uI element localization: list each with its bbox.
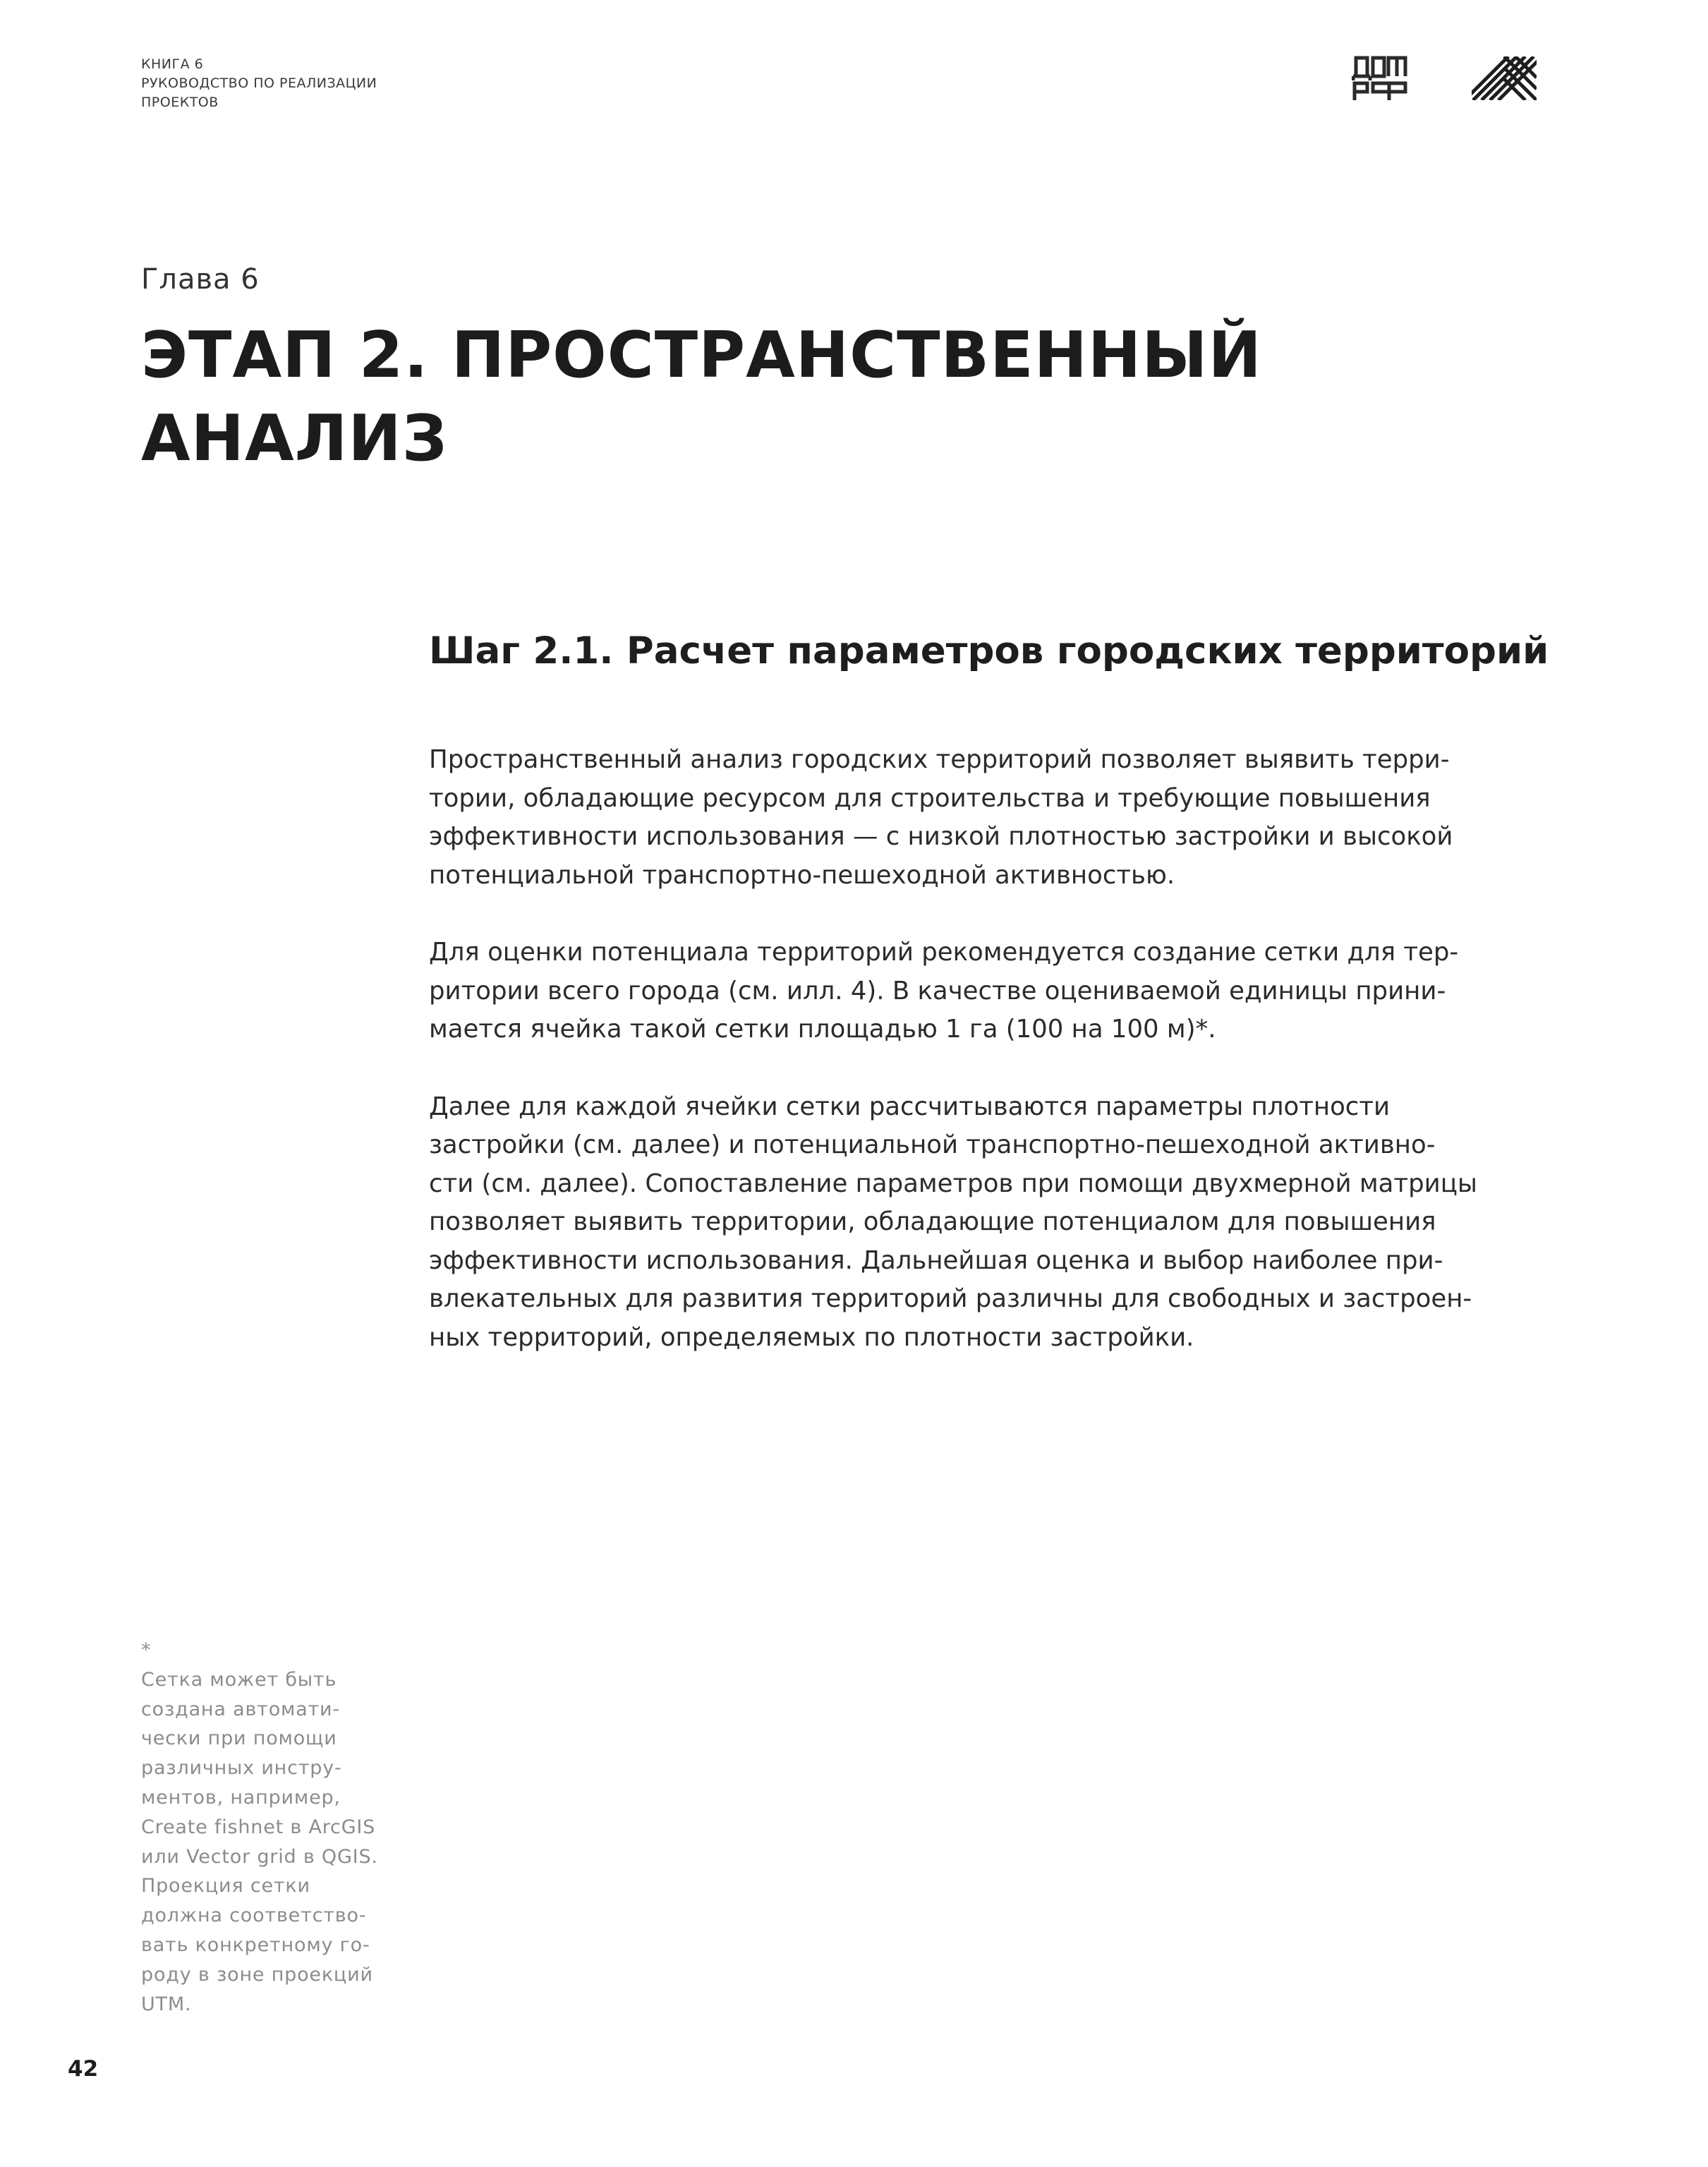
- paragraph: [429, 741, 1558, 895]
- text-line: позволяет выявить территории, обладающие потенциалом для повышения: [429, 1207, 1436, 1236]
- footnote: [141, 1636, 378, 2019]
- text-line: потенциальной транспортно-пешеходной активностью.: [429, 860, 1175, 890]
- chapter-title: [141, 314, 1262, 481]
- text-line: ных территорий, определяемых по плотности застройки.: [429, 1322, 1194, 1352]
- footnote-line: должна соответство-: [141, 1905, 367, 1927]
- footnote-line: или Vector grid в QGIS.: [141, 1845, 378, 1868]
- footnote-line: Проекция сетки: [141, 1875, 310, 1897]
- text-line: влекательных для развития территорий различны для свободных и застроен-: [429, 1284, 1472, 1313]
- text-line: эффективности использования. Дальнейшая оценка и выбор наиболее при-: [429, 1245, 1443, 1275]
- text-line: эффективности использования — с низкой плотностью застройки и высокой: [429, 822, 1453, 851]
- footnote-line: UTM.: [141, 1993, 192, 2015]
- paragraph: [429, 934, 1558, 1049]
- text-line: сти (см. далее). Сопоставление параметров при помощи двухмерной матрицы: [429, 1169, 1477, 1198]
- footnote-line: ментов, например,: [141, 1786, 341, 1809]
- footnote-line: Сетка может быть: [141, 1668, 337, 1691]
- page-number: 42: [68, 2056, 99, 2082]
- book-label: [141, 55, 377, 112]
- text-line: Для оценки потенциала территорий рекомендуется создание сетки для тер-: [429, 938, 1459, 967]
- text-line: ритории всего города (см. илл. 4). В качестве оцениваемой единицы прини-: [429, 976, 1446, 1006]
- footnote-line: Create fishnet в ArcGIS: [141, 1816, 376, 1838]
- footnote-line: различных инстру-: [141, 1757, 342, 1780]
- footnote-line: вать конкретному го-: [141, 1933, 370, 1956]
- text-line: застройки (см. далее) и потенциальной транспортно-пешеходной активно-: [429, 1130, 1436, 1159]
- chapter-title-line: ЭТАП 2. ПРОСТРАНСТВЕННЫЙ: [141, 318, 1262, 392]
- paragraph: [429, 1088, 1558, 1358]
- footnote-line: создана автомати-: [141, 1698, 340, 1720]
- text-line: Далее для каждой ячейки сетки рассчитываются параметры плотности: [429, 1092, 1391, 1121]
- text-line: тории, обладающие ресурсом для строительства и требующие повышения: [429, 783, 1431, 813]
- chapter-title-line: АНАЛИЗ: [141, 402, 448, 476]
- footnote-line: чески при помощи: [141, 1727, 337, 1750]
- book-label-line: КНИГА 6: [141, 56, 204, 72]
- dom-rf-logo-icon: [1352, 55, 1408, 102]
- text-line: Пространственный анализ городских территорий позволяет выявить терри-: [429, 745, 1450, 774]
- body-text: [429, 741, 1558, 1396]
- book-label-line: ПРОЕКТОВ: [141, 95, 219, 110]
- text-line: мается ячейка такой сетки площадью 1 га (100 на 100 м)*.: [429, 1015, 1216, 1044]
- chapter-label: Глава 6: [141, 263, 260, 296]
- book-label-line: РУКОВОДСТВО ПО РЕАЛИЗАЦИИ: [141, 76, 377, 91]
- footnote-marker: *: [141, 1639, 152, 1661]
- hatched-lattice-logo-icon: [1472, 56, 1537, 100]
- footnote-line: роду в зоне проекций: [141, 1963, 373, 1986]
- step-heading: Шаг 2.1. Расчет параметров городских территорий: [429, 629, 1549, 672]
